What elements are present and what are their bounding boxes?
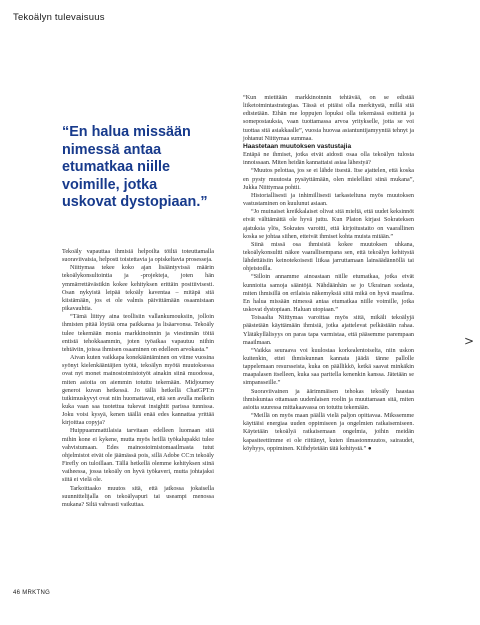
paragraph: Siinä missä osa ihmisistä kokee muutoksen uhkana, tekoälykonsultti näkee vaarallisempana sen, että tekoälyn kehitystä lähdettäisiin keinotekoisesti liikaa jarruttamaan lainsäädännöllä tai ohjeistoilla. bbox=[243, 241, 414, 273]
paragraph: “Meillä on myös maan päällä vielä paljon opittavaa. Mikssemme käyttäisi energiaa uuden oppimiseen ja ongelmien ratkaisemiseen. Käytetään tekoälyä ratkaisemaan ongelmia, joihin meidän kapasiteettimme ei ole riittänyt, kuten ilmastonmuutos, sairaudet, köyhyys, oppiminen. Kiihdytetään tätä kehitystä.” ● bbox=[243, 413, 414, 452]
paragraph: “Vaikka seuraava voi kuulostaa korkealentoiselta, niin uskon kuitenkin, ettei ihmiskunnan kannata jäädä tänne pallolle tappelemaan resursseista, kuka on päällikkö, ketkä saavat minkäkin maapalasen itselleen, kuka saa paritella kenenkin kanssa. Jätetään se simpansseille.” bbox=[243, 347, 414, 387]
article-column-left bbox=[62, 248, 214, 509]
paragraph: Entäpä ne ihmiset, jotka eivät aidosti osaa olla tekoälyn tulosta innoissaan. Miten heidän kannattaisi asiaa lähestyä? bbox=[243, 152, 414, 167]
paragraph: Suoraviivainen ja äärimmäisen tehokas tekoäly haastaa ihmiskuntaa ottamaan uudenlaisen roolin ja muuttamaan sitä, miten asioita suuressa mittakaavassa on totuttu tekemään. bbox=[243, 388, 414, 411]
paragraph: Tekoäly vapauttaa ihmisiä helpoilta töiltä toteuttamalla suoraviivaisia, helposti toistettavia ja opiskeltavia prosesseja. bbox=[62, 249, 214, 264]
section-title: Tekoälyn tulevaisuus bbox=[13, 12, 105, 23]
paragraph: “Silloin annamme ainoastaan niille etumatkaa, jotka eivät kunnioita samoja sääntöjä. Nähdäänhän se jo Ukrainan sodasta, miten ihmisillä on erilaisia näkemyksiä siitä mikä on hyvä maailma. En halua missään nimessä antaa etumatkaa niille voimille, jotka uskovat dystopiaan. Haluan utopiaan.” bbox=[243, 274, 414, 314]
paragraph: “Jo muinaiset kreikkalaiset olivat sitä mieltä, että uudet keksinnöt eivät välttämättä ole hyvä juttu. Kun Platon kirjasi Sokrateksen ajatuksia ylös, Sokrates varoitti, että kirjoitustaito on vaarallinen koska se johtaa siihen, etteivät ihmiset kohta muista mitään.” bbox=[243, 209, 414, 240]
paragraph: Toisaalta Niittymaa varoittaa myös siitä, mikäli tekoälyjä päästetään käyttämään ihmisiä, jotka ajattelevat pelkästään rahaa. Ylätäkyllälisyys on paras tapa varmistaa, että pääsemme parempaan maailmaan. bbox=[243, 315, 414, 346]
paragraph: “Muutos pelottaa, jos se ei lähde itsestä. Itse ajattelen, että koska en pysty muutosta pysäyttämään, olen mielelläni siinä mukana”, Jukka Niittymaa pohtii. bbox=[243, 168, 414, 191]
pull-quote: “En halua missään nimessä antaa etumatkaa niille voimille, jotka uskovat dystopiaan.” bbox=[62, 124, 208, 210]
paragraph: Huippuammattilaisia tarvitaan edelleen luomaan sitä mihin kone ei kykene, mutta myös heillä työkalupakki tulee vahvistumaan. Edes mainostoimistomaailmasta tutut ohjelmistot eivät ole jäämässä pois, sillä Adobe CC:n tekoäly Firefly on tuloillaan. Tällä hetkellä olemme kehityksen siinä vaiheessa, jossa tekoäly on hyvä työkaveri, mutta johtajaksi siitä ei vielä ole. bbox=[62, 428, 214, 484]
paragraph: Historiallisesti ja inhimillisesti tarkasteltuna myös muutoksen vastustaminen on kuulunut asiaan. bbox=[243, 192, 414, 208]
paragraph: Niittymaa tekee koko ajan lisääntyvissä määrin tekoälykonsultointia ja -projekteja, joten hän ymmärrettävästikin kokee kehityksen erittäin positiivisesti. Osan nykyistä leipää tekoäly kaventaa – mitäpä sitä kiistämään, jos ei ole valmis päivittämään osaamistaan pikavauhtia. bbox=[62, 265, 214, 313]
page-folio: 46 MRKTNG bbox=[13, 590, 51, 596]
paragraph: “Kun mietitään markkinoinnin tehtävää, on se edistää liiketoimintastrategiaa. Tässä ei pitäisi olla merkitystä, millä sitä edistetään. Eihän me loppujen lopuksi olla tekemässä esitteitä ja somepostauksia, vaan tuottamassa arvoa yritykselle, jotta se voi tuottaa sitä asiakkaalle”, vuosia huovaa asiantuntijamyyntiä tehnyt ja johtanut Niittymaa summaa. bbox=[243, 95, 414, 142]
next-page-arrow-icon[interactable]: > bbox=[463, 334, 475, 348]
paragraph: Tarkoittaako muutos sitä, että jatkossa jokaisella suunnittelijalla on tekoälyapuri tai useampi menossa mukana? Siltä vahvasti vaikuttaa. bbox=[62, 485, 214, 508]
paragraph: Aivan kuten vaikkapa konekääntäminen on viime vuosina syönyt kielenkääntäjien työtä, tekoälyn myötä muutoksessa ovat nyt monet mainostoimistotyöt ainakin siinä muodossa, miten asioita on aiemmin totuttu tekemään. Midjourney generoi kuvan hetkessä. Jo tällä hetkellä ChatGPT:n tutkimuskyvyt ovat niin huomattavat, että sen avulla melkein kuka vaan saa tuotettua tukevat insightit parissa tunnissa. Joku voisi kysyä, kenen täällä enää edes kannattaa yrittää kirjoittaa copyja? bbox=[62, 355, 214, 427]
subheading: Haastetaan muutoksen vastustajia bbox=[243, 142, 352, 150]
article-column-right bbox=[243, 94, 414, 453]
paragraph: “Tämä liittyy aina teollisiin vallankumouksiin, jolloin ihmisten pitää löytää oma paikkansa ja lisäarvonsa. Tekoäly tulee tekemään monia markkinoinnin ja viestinnän töitä entistä tehokkaammin, joten työaikaa vapautuu niihin tehtäviin, joissa ihmisen osaaminen on edelleen arvokasta.” bbox=[62, 314, 214, 353]
